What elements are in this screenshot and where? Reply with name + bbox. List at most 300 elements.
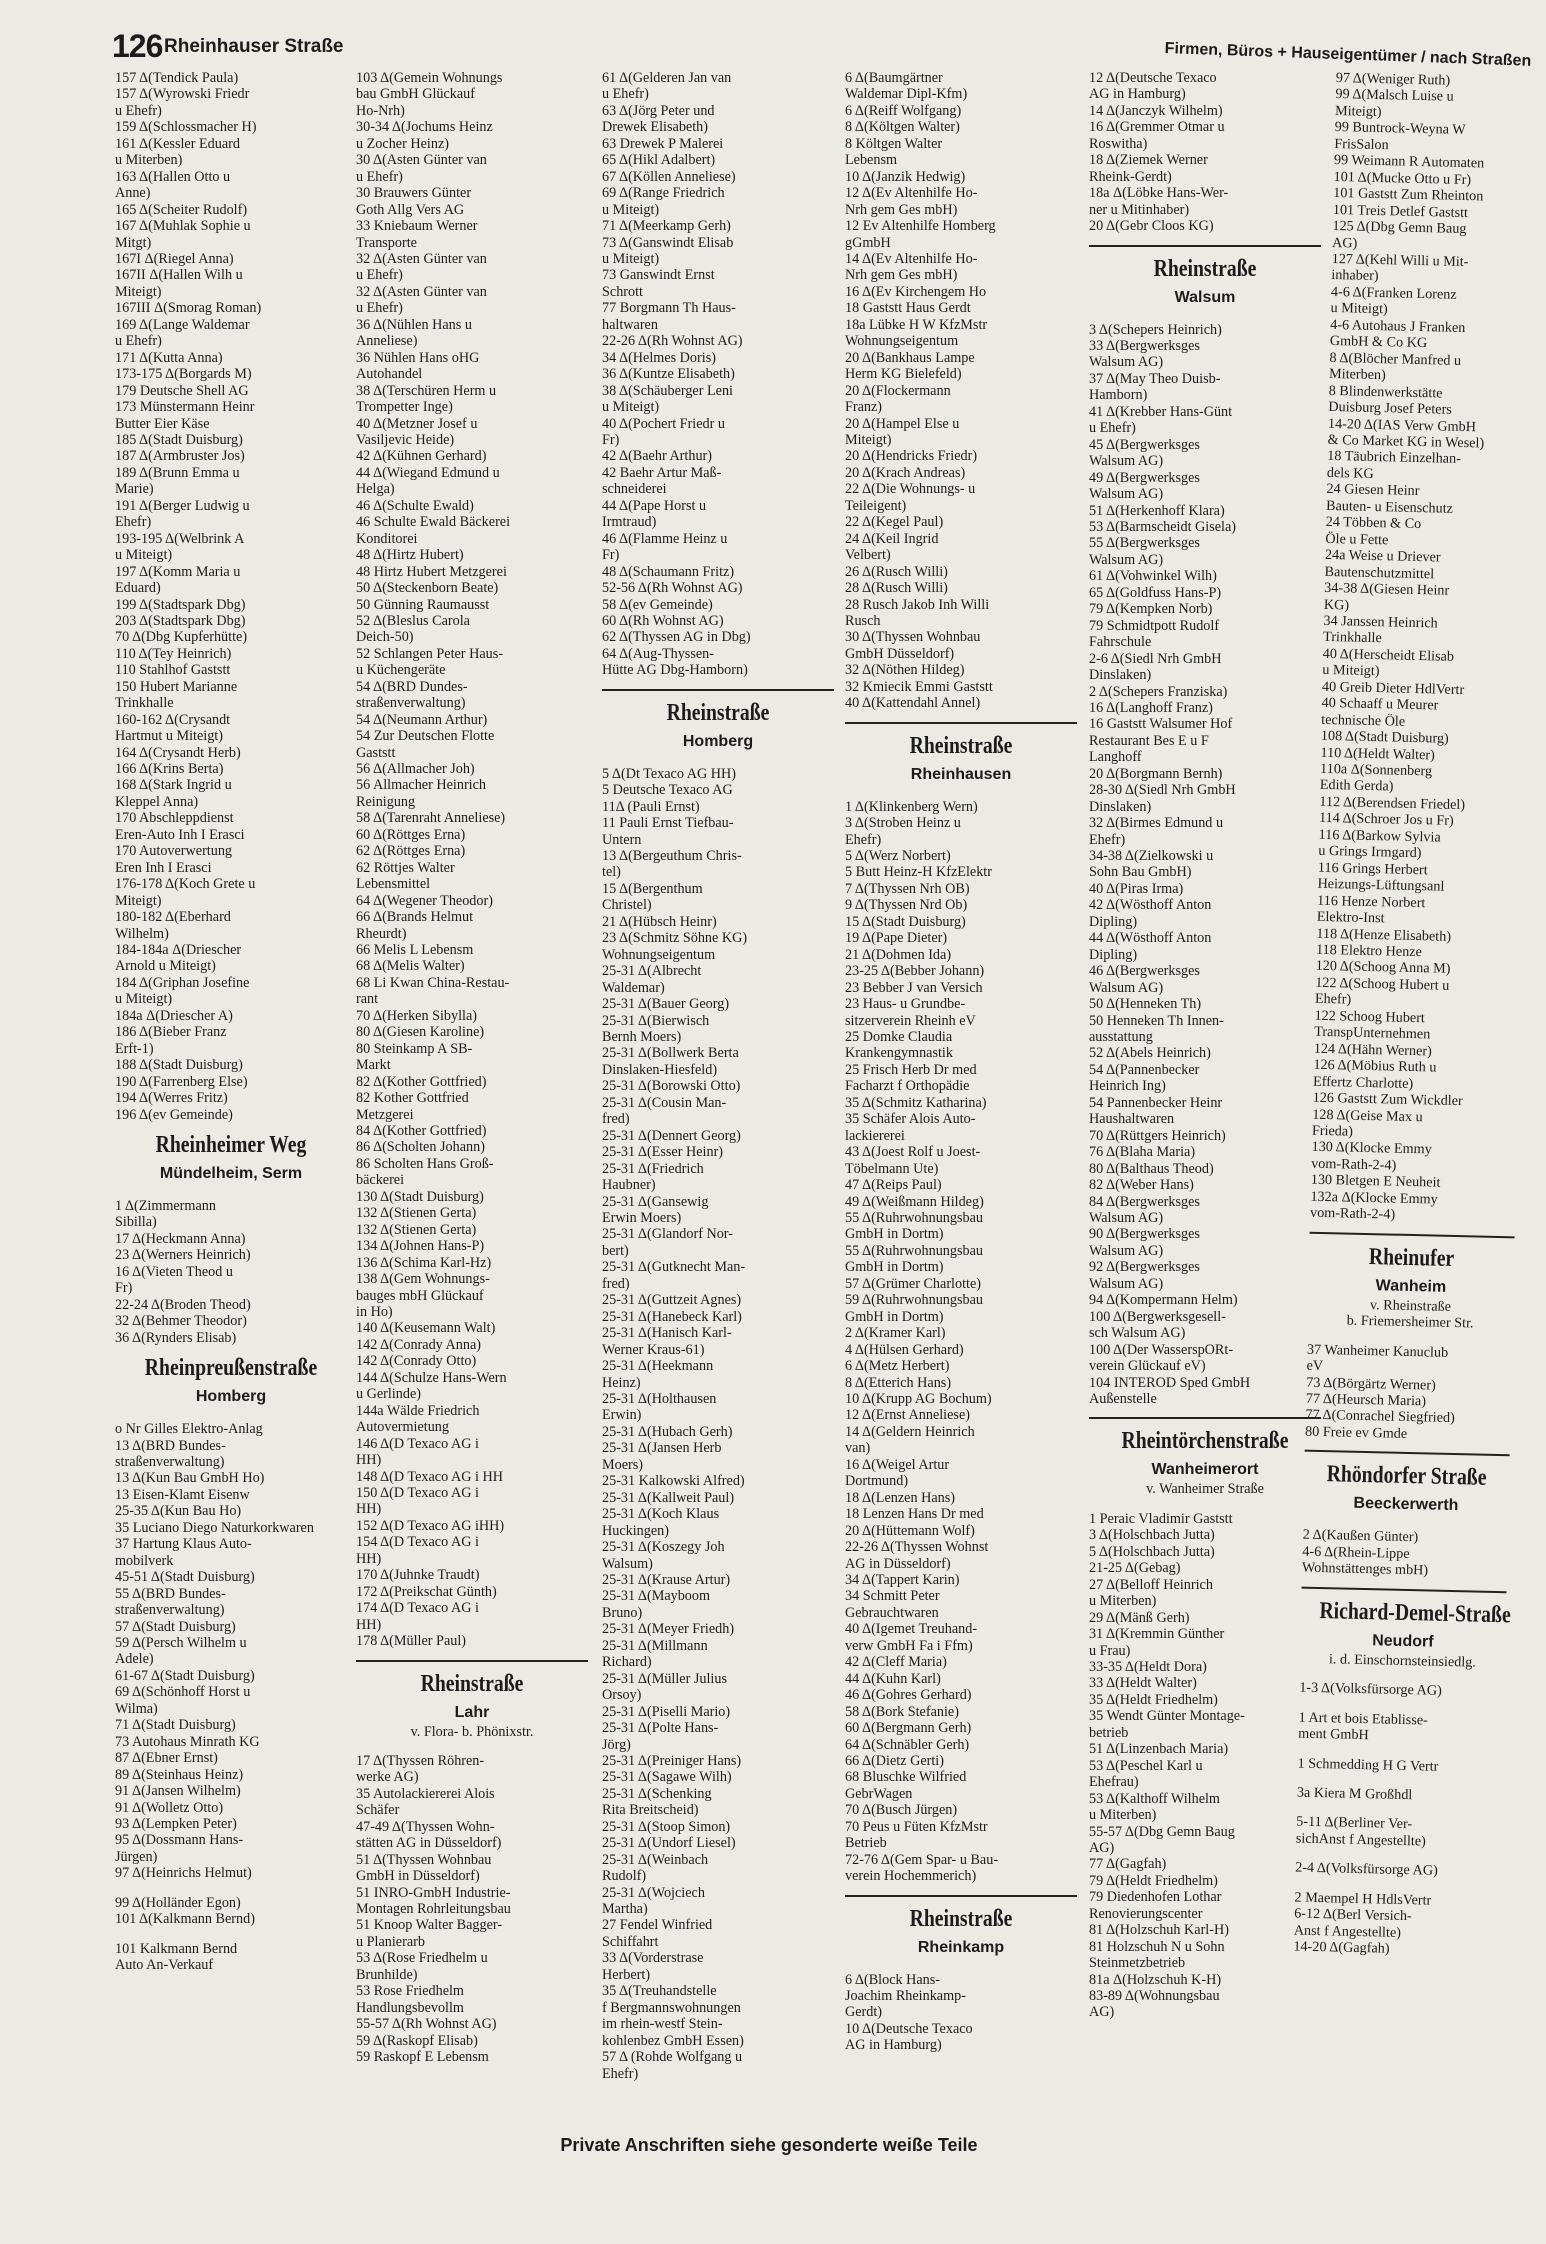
directory-entry: 10 Δ(Krupp AG Bochum): [845, 1390, 992, 1407]
directory-entry: lackiererei: [845, 1127, 905, 1144]
directory-entry: u Miterben): [1089, 1807, 1157, 1824]
directory-entry: 19 Δ(Pape Dieter): [845, 930, 948, 947]
directory-entry: HH): [356, 1501, 382, 1518]
directory-entry: 62 Röttjes Walter: [356, 859, 455, 876]
directory-entry: 199 Δ(Stadtspark Dbg): [115, 596, 246, 613]
directory-entry: 35 Schäfer Alois Auto-: [845, 1111, 976, 1128]
directory-entry: 38 Δ(Schäuberger Leni: [602, 382, 733, 399]
directory-entry: 44 Δ(Wösthoff Anton: [1089, 930, 1212, 947]
directory-entry: 60 Δ(Rh Wohnst AG): [602, 612, 724, 629]
directory-entry: Gebrauchtwaren: [845, 1604, 939, 1621]
directory-entry: Sohn Bau GmbH): [1089, 864, 1192, 881]
directory-entry: 61 Δ(Gelderen Jan van: [602, 70, 732, 86]
directory-entry: Rusch: [845, 612, 881, 629]
street-range-note: i. d. Einschornsteinsiedlg.: [1328, 1650, 1477, 1671]
directory-entry: 49 Δ(Bergwerksges: [1089, 469, 1200, 486]
directory-entry: 70 Δ(Busch Jürgen): [845, 1802, 958, 1819]
directory-entry: bau GmbH Glückauf: [356, 86, 475, 103]
directory-entry: 44 Δ(Wiegand Edmund u: [356, 464, 500, 481]
directory-entry: AG in Düsseldorf): [845, 1555, 951, 1572]
directory-entry: u Miterben): [115, 152, 183, 169]
directory-entry: 152 Δ(D Texaco AG iHH): [356, 1517, 505, 1534]
directory-entry: u Frau): [1089, 1642, 1131, 1659]
directory-entry: HH): [356, 1550, 382, 1567]
directory-entry: 25-31 Δ(Schenking: [602, 1785, 712, 1802]
directory-entry: Steinmetzbetrieb: [1089, 1955, 1186, 1972]
directory-column-1: [115, 70, 347, 1974]
directory-column-6: [1293, 70, 1541, 1960]
directory-entry: Ho-Nrh): [356, 102, 405, 119]
directory-entry: 126 Δ(Möbius Ruth u: [1313, 1056, 1437, 1076]
directory-entry: 12 Δ(Ernst Anneliese): [845, 1407, 970, 1424]
directory-entry: Christel): [602, 897, 652, 914]
directory-entry: 25-31 Δ(Meyer Friedh): [602, 1621, 735, 1638]
directory-entry: technische Öle: [1321, 711, 1406, 730]
directory-entry: Goth Allg Vers AG: [356, 201, 465, 218]
directory-entry: 52-56 Δ(Rh Wohnst AG): [602, 580, 743, 597]
directory-entry: 92 Δ(Bergwerksges: [1089, 1259, 1200, 1276]
directory-entry: u Miteigt): [602, 399, 660, 416]
directory-entry: 25-31 Δ(Kallweit Paul): [602, 1489, 735, 1506]
directory-entry: 35 Autolackiererei Alois: [356, 1785, 495, 1802]
directory-entry: u Ehefr): [356, 168, 403, 185]
directory-entry: 203 Δ(Stadtspark Dbg): [115, 612, 246, 629]
directory-entry: kohlenbez GmbH Essen): [602, 2032, 744, 2049]
directory-entry: 31 Δ(Kremmin Günther: [1089, 1626, 1225, 1643]
directory-entry: 50 Günning Raumausst: [356, 596, 490, 613]
directory-entry: 66 Δ(Dietz Gerti): [845, 1752, 944, 1769]
directory-entry: AG in Hamburg): [1089, 86, 1186, 103]
directory-entry: tel): [602, 864, 621, 881]
directory-entry: 1 Peraic Vladimir Gaststt: [1089, 1510, 1233, 1527]
directory-entry: 59 Δ(Ruhrwohnungsbau: [845, 1292, 983, 1309]
directory-entry: Gerdt): [845, 2004, 883, 2021]
street-divider: [1305, 1450, 1510, 1457]
directory-entry: Walsum AG): [1089, 486, 1164, 503]
directory-entry: 16 Δ(Ev Kirchengem Ho: [845, 283, 987, 300]
directory-entry: 82 Kother Gottfried: [356, 1090, 469, 1107]
directory-entry: 32 Δ(Behmer Theodor): [115, 1313, 247, 1330]
directory-entry: 169 Δ(Lange Waldemar: [115, 316, 250, 333]
directory-entry: 65 Δ(Goldfuss Hans-P): [1089, 584, 1222, 601]
directory-entry: Erwin Moers): [602, 1210, 682, 1226]
directory-entry: 33-35 Δ(Heldt Dora): [1089, 1658, 1207, 1675]
directory-entry: 112 Δ(Berendsen Friedel): [1319, 793, 1466, 814]
directory-entry: u Ehefr): [1089, 420, 1136, 437]
directory-entry: u Ehefr): [356, 267, 403, 284]
directory-entry: Helga): [356, 481, 395, 498]
directory-entry: 20 Δ(Krach Andreas): [845, 464, 966, 481]
directory-entry: 29 Δ(Mänß Gerh): [1089, 1609, 1190, 1626]
directory-entry: f Bergmannswohnungen: [602, 1999, 741, 2016]
directory-entry: 125 Δ(Dbg Gemn Baug: [1332, 218, 1467, 238]
directory-entry: 20 Δ(Gebr Cloos KG): [1089, 218, 1214, 235]
directory-entry: 25-31 Δ(Gutknecht Man-: [602, 1259, 746, 1276]
directory-entry: 71 Δ(Stadt Duisburg): [115, 1717, 236, 1734]
directory-entry: 25-31 Δ(Esser Heinr): [602, 1144, 724, 1161]
directory-entry: 185 Δ(Stadt Duisburg): [115, 431, 243, 448]
directory-entry: 53 Rose Friedhelm: [356, 1983, 464, 2000]
directory-entry: Heinrich Ing): [1089, 1078, 1166, 1095]
directory-entry: Reinigung: [356, 793, 416, 810]
directory-entry: Waldemar): [602, 979, 665, 996]
directory-entry: 60 Δ(Bergmann Gerh): [845, 1720, 972, 1737]
directory-entry: 13 Δ(BRD Bundes-: [115, 1437, 226, 1454]
directory-entry: 68 Δ(Melis Walter): [356, 958, 465, 975]
directory-entry: 61-67 Δ(Stadt Duisburg): [115, 1667, 255, 1684]
directory-entry: 42 Baehr Artur Maß-: [602, 464, 722, 481]
directory-entry: 12 Ev Altenhilfe Homberg: [845, 218, 996, 235]
directory-entry: 25-31 Δ(Friedrich: [602, 1160, 704, 1177]
directory-entry: Roswitha): [1089, 135, 1148, 152]
directory-entry: 69 Δ(Range Friedrich: [602, 185, 725, 202]
directory-entry: Velbert): [845, 547, 891, 564]
directory-entry: Ehefr): [845, 831, 882, 848]
directory-entry: Hütte AG Dbg-Hamborn): [602, 662, 748, 679]
directory-entry: Heizungs-Lüftungsanl: [1317, 875, 1445, 895]
street-heading: Rheinstraße: [909, 732, 1013, 759]
directory-entry: 64 Δ(Schnäbler Gerh): [845, 1736, 970, 1753]
directory-entry: Frieda): [1311, 1122, 1354, 1140]
directory-entry: 18 Δ(Lenzen Hans): [845, 1489, 955, 1506]
directory-entry: 37 Hartung Klaus Auto-: [115, 1536, 252, 1553]
directory-entry: 51 Δ(Herkenhoff Klara): [1089, 502, 1225, 519]
directory-entry: 11 Pauli Ernst Tiefbau-: [602, 815, 734, 832]
directory-entry: 25-31 Δ(Stoop Simon): [602, 1818, 731, 1835]
directory-entry: Dortmund): [845, 1473, 909, 1490]
directory-entry: 168 Δ(Stark Ingrid u: [115, 777, 232, 794]
directory-entry: 82 Δ(Weber Hans): [1089, 1177, 1194, 1194]
directory-entry: mobilverk: [115, 1552, 174, 1569]
directory-entry: 35 Δ(Schmitz Katharina): [845, 1094, 987, 1111]
directory-entry: AG): [1089, 2004, 1115, 2021]
directory-entry: 63 Drewek P Malerei: [602, 135, 724, 152]
directory-entry: 186 Δ(Bieber Franz: [115, 1024, 227, 1041]
directory-entry: 6 Δ(Reiff Wolfgang): [845, 102, 962, 119]
directory-entry: Betrieb: [845, 1835, 887, 1852]
directory-entry: 5 Deutsche Texaco AG: [602, 782, 733, 799]
directory-entry: Bautenschutzmittel: [1324, 563, 1435, 582]
directory-entry: Restaurant Bes E u F: [1089, 732, 1209, 749]
directory-entry: 174 Δ(D Texaco AG i: [356, 1600, 479, 1617]
directory-entry: 35 Luciano Diego Naturkorkwaren: [115, 1519, 314, 1536]
street-divider: [1302, 1586, 1507, 1593]
directory-entry: 32 Kmiecik Emmi Gaststt: [845, 678, 993, 695]
directory-entry: 2 Δ(Kramer Karl): [845, 1325, 946, 1342]
directory-entry: 25-31 Δ(Hanebeck Karl): [602, 1308, 742, 1325]
directory-entry: dels KG: [1326, 464, 1374, 482]
running-street-title: Rheinhauser Straße: [164, 36, 344, 57]
directory-entry: 48 Hirtz Hubert Metzgerei: [356, 563, 507, 580]
directory-entry: Walsum AG): [1089, 453, 1164, 470]
directory-entry: Ehefr): [1089, 831, 1126, 848]
directory-entry: 27 Fendel Winfried: [602, 1917, 713, 1934]
directory-entry: 23 Haus- u Grundbe-: [845, 996, 966, 1013]
directory-entry: u Zocher Heinz): [356, 135, 449, 152]
directory-entry: 25-31 Δ(Gansewig: [602, 1193, 709, 1210]
directory-entry: 2 Δ(Kaußen Günter): [1302, 1526, 1419, 1546]
directory-entry: 128 Δ(Geise Max u: [1312, 1106, 1423, 1125]
directory-entry: AG): [1089, 1839, 1115, 1856]
directory-entry: 8 Δ(Költgen Walter): [845, 119, 960, 136]
directory-entry: 10 Δ(Deutsche Texaco: [845, 2020, 973, 2037]
directory-entry: 8 Δ(Blöcher Manfred u: [1329, 349, 1462, 369]
directory-entry: 33 Δ(Heldt Walter): [1089, 1675, 1197, 1692]
directory-entry: Trompetter Inge): [356, 399, 453, 416]
directory-entry: AG): [1331, 234, 1358, 252]
directory-entry: 14-20 Δ(Gagfah): [1293, 1938, 1390, 1957]
directory-entry: 146 Δ(D Texaco AG i: [356, 1435, 479, 1452]
directory-entry: 5 Δ(Holschbach Jutta): [1089, 1543, 1215, 1560]
directory-entry: 34 Δ(Helmes Doris): [602, 349, 716, 366]
directory-entry: 124 Δ(Hähn Werner): [1313, 1040, 1432, 1060]
directory-entry: 142 Δ(Conrady Anna): [356, 1336, 481, 1353]
directory-entry: Schäfer: [356, 1802, 400, 1819]
directory-entry: 25-31 Δ(Koch Klaus: [602, 1506, 720, 1523]
directory-entry: 50 Δ(Henneken Th): [1089, 996, 1202, 1013]
directory-entry: 95 Δ(Dossmann Hans-: [115, 1832, 244, 1849]
district-heading: Rheinkamp: [917, 1938, 1005, 1956]
directory-entry: Erft-1): [115, 1040, 154, 1057]
directory-entry: 68 Li Kwan China-Restau-: [356, 974, 510, 991]
directory-entry: 157 Δ(Tendick Paula): [115, 70, 239, 86]
directory-entry: Edith Gerda): [1319, 777, 1394, 795]
directory-entry: 157 Δ(Wyrowski Friedr: [115, 86, 250, 103]
directory-entry: 25-31 Δ(Hanisch Karl-: [602, 1325, 732, 1342]
directory-entry: Dipling): [1089, 946, 1138, 963]
directory-entry: Dinslaken): [1089, 798, 1152, 815]
directory-entry: 87 Δ(Ebner Ernst): [115, 1750, 218, 1767]
footer-note: Private Anschriften siehe gesonderte weiße Teile: [560, 2135, 978, 2155]
directory-entry: 51 Knoop Walter Bagger-: [356, 1917, 503, 1934]
directory-entry: Bernh Moers): [602, 1029, 682, 1046]
directory-entry: KG): [1323, 596, 1350, 613]
directory-entry: 44 Δ(Kuhn Karl): [845, 1670, 941, 1687]
directory-entry: Miteigt): [115, 283, 162, 300]
directory-entry: u Miterben): [1089, 1593, 1157, 1610]
directory-entry: Rudolf): [602, 1868, 647, 1885]
directory-entry: 66 Melis L Lebensm: [356, 942, 474, 959]
directory-entry: 91 Δ(Jansen Wilhelm): [115, 1783, 241, 1800]
directory-entry: GmbH in Dortm): [845, 1308, 944, 1325]
directory-column-3: [602, 70, 834, 2082]
directory-entry: Mitgt): [115, 234, 152, 251]
directory-entry: Walsum AG): [1089, 354, 1164, 371]
directory-entry: stätten AG in Düsseldorf): [356, 1835, 502, 1852]
directory-entry: 54 Δ(BRD Dundes-: [356, 678, 468, 695]
directory-entry: 53 Δ(Barmscheidt Gisela): [1089, 518, 1237, 535]
directory-entry: 13 Eisen-Klamt Eisenw: [115, 1486, 250, 1503]
street-range-note: b. Friemersheimer Str.: [1346, 1312, 1474, 1332]
directory-entry: 14-20 Δ(IAS Verw GmbH: [1327, 415, 1477, 435]
directory-entry: 52 Δ(Bleslus Carola: [356, 612, 470, 629]
district-heading: Neudorf: [1372, 1631, 1434, 1651]
directory-entry: 54 Δ(Pannenbecker: [1089, 1061, 1200, 1078]
directory-entry: 73 Ganswindt Ernst: [602, 267, 715, 284]
directory-entry: & Co Market KG in Wesel): [1327, 431, 1485, 452]
directory-entry: GmbH in Düsseldorf): [356, 1868, 480, 1885]
directory-entry: Wohnstättenges mbH): [1301, 1559, 1429, 1579]
directory-entry: 38 Δ(Terschüren Herm u: [356, 382, 497, 399]
directory-entry: bauges mbH Glückauf: [356, 1287, 484, 1304]
directory-entry: Wilhelm): [115, 925, 169, 942]
directory-entry: Autohandel: [356, 366, 423, 383]
directory-entry: 132a Δ(Klocke Emmy: [1310, 1188, 1438, 1208]
directory-entry: 81 Δ(Holzschuh Karl-H): [1089, 1922, 1229, 1939]
directory-entry: 58 Δ(Tarenraht Anneliese): [356, 810, 506, 827]
directory-entry: Dinslaken): [1089, 667, 1152, 684]
directory-entry: 23 Δ(Werners Heinrich): [115, 1247, 251, 1264]
directory-entry: 189 Δ(Brunn Emma u: [115, 464, 240, 481]
directory-entry: 21 Δ(Hübsch Heinr): [602, 913, 717, 930]
directory-entry: Autovermietung: [356, 1419, 449, 1436]
directory-entry: 188 Δ(Stadt Duisburg): [115, 1057, 243, 1074]
directory-entry: 43 Δ(Joest Rolf u Joest-: [845, 1144, 981, 1161]
directory-entry: u Gerlinde): [356, 1386, 422, 1403]
directory-entry: Anneliese): [356, 333, 418, 350]
entry-gap: [845, 1959, 1077, 1972]
directory-entry: 3 Δ(Schepers Heinrich): [1089, 321, 1222, 338]
directory-entry: Markt: [356, 1057, 391, 1074]
entry-gap: [1089, 309, 1321, 322]
directory-entry: 56 Δ(Allmacher Joh): [356, 761, 475, 778]
directory-entry: 52 Schlangen Peter Haus-: [356, 645, 503, 662]
directory-entry: 59 Δ(Persch Wilhelm u: [115, 1634, 247, 1651]
directory-entry: Metzgerei: [356, 1106, 414, 1123]
directory-entry: 25-31 Kalkowski Alfred): [602, 1473, 745, 1490]
directory-column-4: [845, 70, 1077, 2054]
directory-entry: 50 Henneken Th Innen-: [1089, 1012, 1224, 1029]
directory-entry: Butter Eier Käse: [115, 415, 210, 432]
directory-entry: u Miteigt): [115, 991, 173, 1008]
directory-entry: Moers): [602, 1456, 643, 1473]
directory-entry: 26 Δ(Rusch Willi): [845, 563, 948, 580]
directory-entry: 83-89 Δ(Wohnungsbau: [1089, 1988, 1220, 2005]
directory-entry: 15 Δ(Bergenthum: [602, 880, 703, 897]
directory-entry: 2 Maempel H HdlsVertr: [1294, 1889, 1432, 1909]
directory-entry: 65 Δ(Hikl Adalbert): [602, 152, 716, 169]
directory-entry: 70 Δ(Herken Sibylla): [356, 1007, 478, 1024]
directory-entry: 9 Δ(Thyssen Nrd Ob): [845, 897, 968, 914]
directory-entry: 35 Δ(Heldt Friedhelm): [1089, 1691, 1218, 1708]
directory-entry: 55 Δ(Ruhrwohnungsbau: [845, 1210, 983, 1226]
directory-entry: 77 Δ(Gagfah): [1089, 1856, 1167, 1873]
directory-entry: 46 Δ(Flamme Heinz u: [602, 530, 728, 547]
directory-entry: 101 Gaststt Zum Rheinton: [1333, 185, 1484, 205]
directory-entry: 47 Δ(Reips Paul): [845, 1177, 942, 1194]
directory-entry: 73 Δ(Ganswindt Elisab: [602, 234, 734, 251]
directory-entry: 52 Δ(Abels Heinrich): [1089, 1045, 1211, 1062]
directory-entry: 48 Δ(Schaumann Fritz): [602, 563, 735, 580]
directory-entry: 6 Δ(Baumgärtner: [845, 70, 943, 86]
directory-entry: Sibilla): [115, 1214, 157, 1231]
directory-entry: 99 Buntrock-Weyna W: [1334, 119, 1466, 139]
directory-entry: Dipling): [1089, 913, 1138, 930]
directory-entry: 58 Δ(ev Gemeinde): [602, 596, 713, 613]
directory-entry: 46 Schulte Ewald Bäckerei: [356, 514, 511, 531]
directory-entry: 90 Δ(Bergwerksges: [1089, 1226, 1200, 1243]
street-divider: [602, 689, 834, 691]
directory-entry: Richard): [602, 1654, 652, 1671]
directory-entry: Heinz): [602, 1374, 641, 1391]
directory-entry: 59 Raskopf E Lebensm: [356, 2049, 489, 2066]
directory-entry: 140 Δ(Keusemann Walt): [356, 1320, 496, 1337]
directory-entry: 36 Δ(Nühlen Hans u: [356, 316, 472, 333]
directory-entry: 86 Δ(Scholten Johann): [356, 1139, 485, 1156]
directory-entry: Orsoy): [602, 1687, 642, 1704]
directory-entry: 79 Diedenhofen Lothar: [1089, 1889, 1222, 1906]
directory-entry: 25-31 Δ(Sagawe Wilh): [602, 1769, 732, 1786]
directory-entry: 193-195 Δ(Welbrink A: [115, 530, 245, 547]
directory-entry: Lebensmittel: [356, 876, 431, 893]
directory-entry: 32 Δ(Asten Günter van: [356, 250, 487, 267]
directory-entry: 108 Δ(Stadt Duisburg): [1320, 727, 1449, 747]
directory-entry: 16 Δ(Vieten Theod u: [115, 1263, 233, 1280]
directory-entry: 68 Bluschke Wilfried: [845, 1769, 967, 1786]
directory-entry: Walsum): [602, 1555, 653, 1572]
directory-entry: Schiffahrt: [602, 1933, 659, 1950]
directory-entry: Jörg): [602, 1736, 631, 1753]
directory-entry: 130 Δ(Klocke Emmy: [1311, 1139, 1432, 1158]
directory-entry: 161 Δ(Kessler Eduard: [115, 135, 240, 152]
directory-entry: 5 Butt Heinz-H KfzElektr: [845, 864, 992, 881]
directory-entry: 63 Δ(Jörg Peter und: [602, 102, 715, 119]
directory-entry: 55 Δ(Bergwerksges: [1089, 535, 1200, 552]
directory-entry: 45-51 Δ(Stadt Duisburg): [115, 1569, 255, 1586]
directory-entry: 54 Pannenbecker Heinr: [1089, 1094, 1223, 1111]
directory-entry: ment GmbH: [1298, 1725, 1369, 1744]
street-heading: Rheinstraße: [420, 1670, 524, 1697]
directory-entry: 136 Δ(Schima Karl-Hz): [356, 1254, 492, 1271]
directory-entry: 66 Δ(Brands Helmut: [356, 909, 474, 926]
directory-entry: 93 Δ(Lempken Peter): [115, 1815, 237, 1832]
directory-entry: 7 Δ(Thyssen Nrh OB): [845, 880, 970, 897]
directory-entry: bäckerei: [356, 1172, 405, 1189]
directory-entry: 44 Δ(Pape Horst u: [602, 497, 707, 514]
directory-entry: Kleppel Anna): [115, 793, 199, 810]
directory-entry: 116 Henze Norbert: [1316, 892, 1426, 911]
directory-entry: 37 Δ(May Theo Duisb-: [1089, 370, 1221, 387]
directory-entry: Töbelmann Ute): [845, 1160, 939, 1177]
street-heading: Richard-Demel-Straße: [1319, 1597, 1512, 1629]
entry-gap: [356, 1740, 588, 1753]
directory-entry: 60 Δ(Röttges Erna): [356, 826, 466, 843]
directory-entry: 71 Δ(Meerkamp Gerh): [602, 218, 731, 235]
directory-entry: 164 Δ(Crysandt Herb): [115, 744, 241, 761]
entry-gap: [1089, 1498, 1321, 1511]
directory-entry: 167I Δ(Riegel Anna): [115, 250, 234, 267]
directory-entry: Fr): [602, 431, 620, 448]
directory-entry: Schrott: [602, 283, 643, 300]
directory-entry: 32 Δ(Nöthen Hildeg): [845, 662, 965, 679]
directory-entry: 25-31 Δ(Millmann: [602, 1637, 708, 1654]
directory-entry: 2-6 Δ(Siedl Nrh GmbH: [1089, 650, 1222, 667]
directory-entry: 64 Δ(Aug-Thyssen-: [602, 645, 714, 662]
directory-entry: bert): [602, 1242, 629, 1259]
entry-gap: [115, 1928, 347, 1941]
directory-entry: 79 Schmidtpott Rudolf: [1089, 617, 1220, 634]
street-divider: [356, 1660, 588, 1662]
directory-entry: haltwaren: [602, 316, 658, 333]
directory-entry: 18 Δ(Ziemek Werner: [1089, 152, 1208, 169]
street-heading: Rheinpreußenstraße: [144, 1355, 318, 1382]
directory-entry: Rita Breitscheid): [602, 1802, 699, 1819]
directory-entry: 41 Δ(Krebber Hans-Günt: [1089, 403, 1233, 420]
street-range-note: v. Wanheimer Straße: [1146, 1481, 1264, 1498]
directory-entry: 176-178 Δ(Koch Grete u: [115, 876, 256, 893]
directory-entry: 57 Δ(Stadt Duisburg): [115, 1618, 236, 1635]
directory-entry: Rheurdt): [356, 925, 407, 942]
